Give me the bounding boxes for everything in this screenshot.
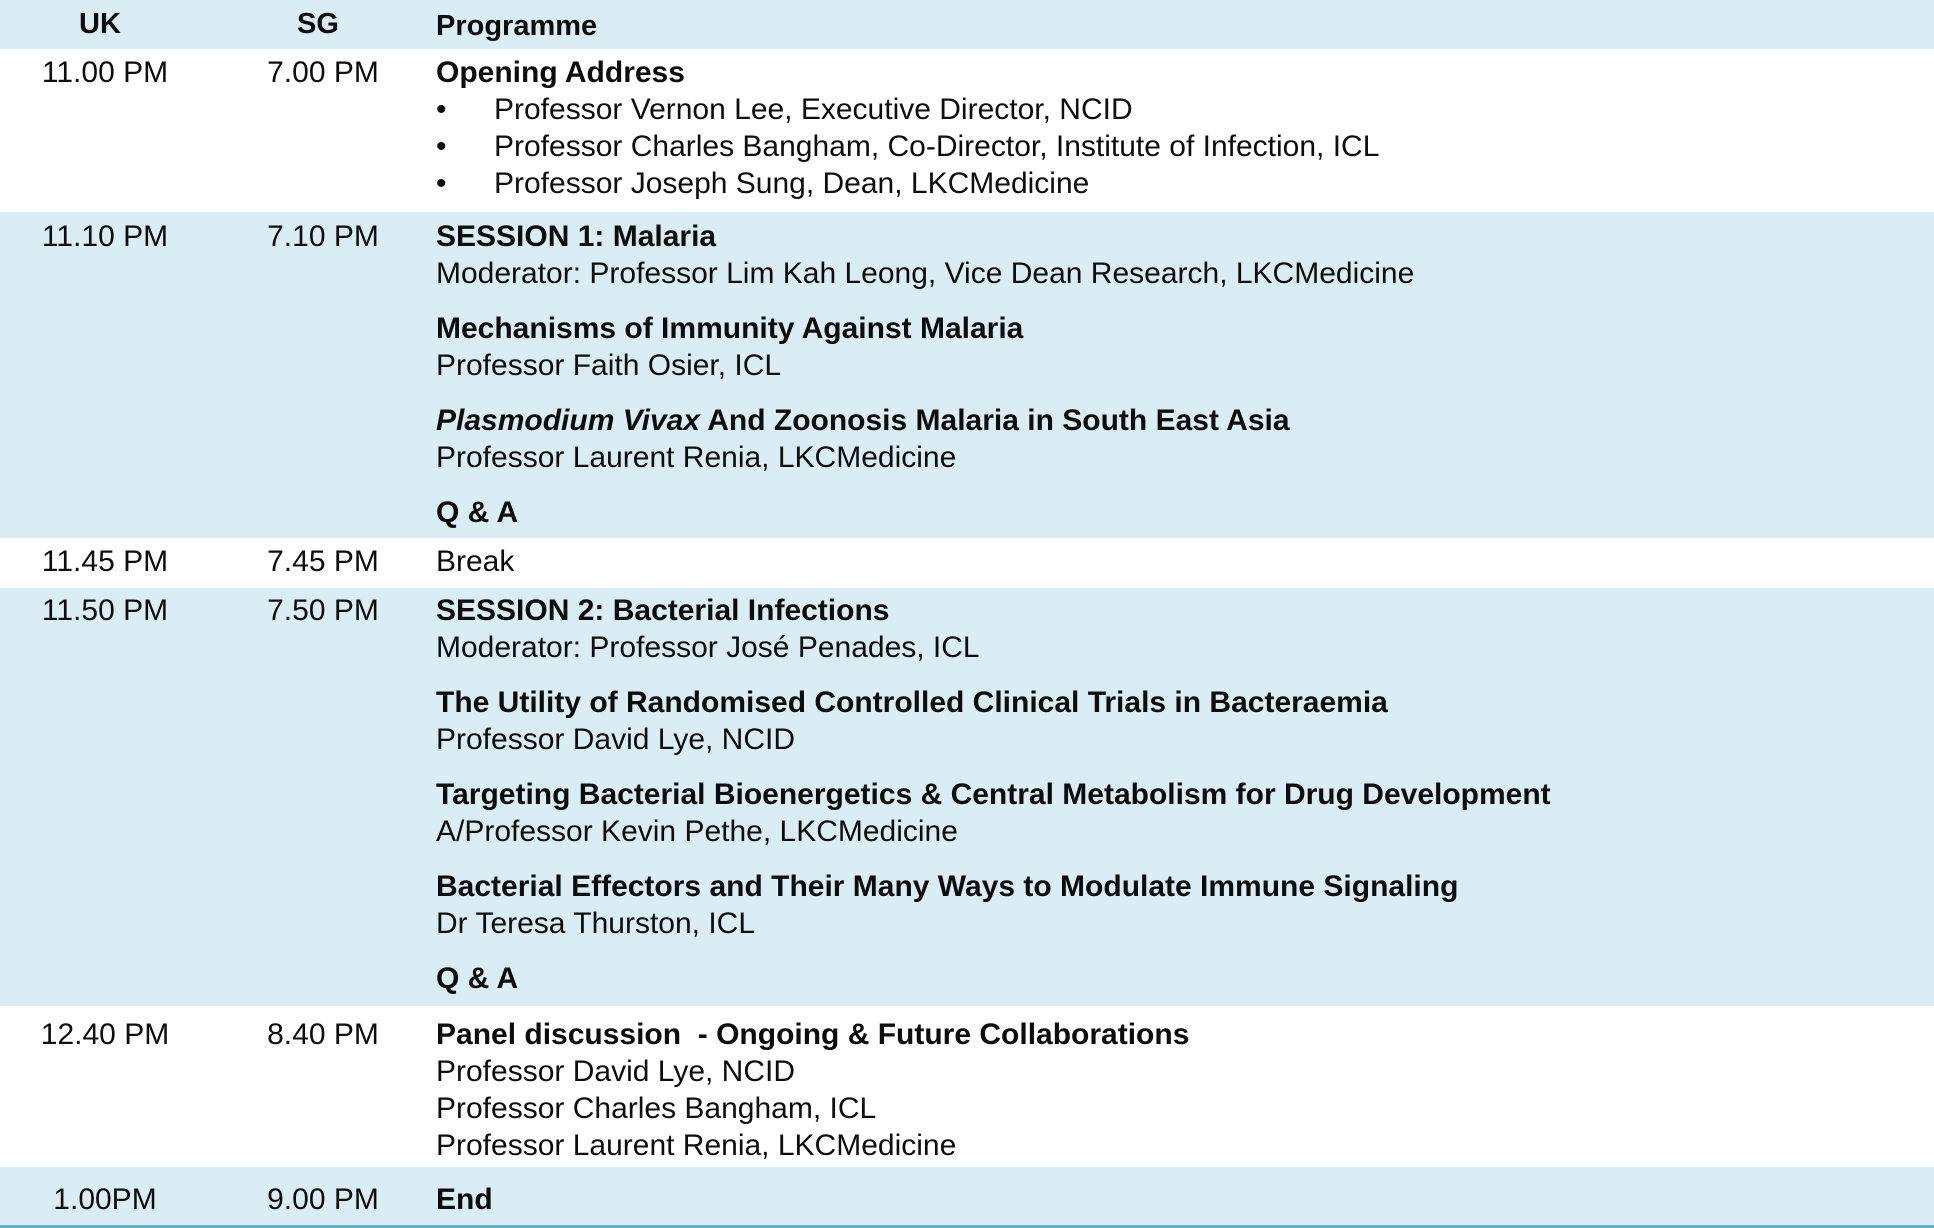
- time-uk: 1.00PM: [53, 1183, 157, 1216]
- moderator: Moderator: Professor Lim Kah Leong, Vice Dean Research, LKCMedicine: [436, 257, 1415, 290]
- qa-label: Q & A: [436, 962, 519, 995]
- time-uk: 11.10 PM: [41, 220, 169, 253]
- table-row: [0, 212, 1934, 538]
- time-sg: 8.40 PM: [267, 1018, 379, 1051]
- session-title: SESSION 2: Bacterial Infections: [436, 594, 890, 627]
- table-row: [0, 538, 1934, 588]
- talk-speaker: Professor Laurent Renia, LKCMedicine: [436, 441, 957, 474]
- talk: [436, 684, 1934, 758]
- bullet-icon: •: [436, 93, 447, 126]
- talk-speaker: Professor David Lye, NCID: [436, 723, 796, 756]
- header-uk: UK: [79, 8, 121, 40]
- programme-cell: [436, 592, 1934, 1006]
- talk: [436, 310, 1934, 384]
- talk-title: Bacterial Effectors and Their Many Ways to Modulate Immune Signaling: [436, 870, 1459, 903]
- talk-title-rest: And Zoonosis Malaria in South East Asia: [700, 404, 1290, 437]
- time-sg: 7.50 PM: [267, 594, 379, 627]
- talk: [436, 868, 1934, 942]
- session-title: Opening Address: [436, 56, 685, 89]
- talk: [436, 776, 1934, 850]
- qa-label: Q & A: [436, 496, 519, 529]
- table-row: [0, 49, 1934, 212]
- header-programme: Programme: [436, 10, 598, 42]
- programme-cell: [436, 54, 1934, 212]
- time-sg: 7.45 PM: [267, 545, 379, 578]
- bullet-icon: •: [436, 167, 447, 200]
- talk-title: The Utility of Randomised Controlled Clinical Trials in Bacteraemia: [436, 686, 1388, 719]
- programme-cell: [436, 1016, 1934, 1167]
- talk-title: Targeting Bacterial Bioenergetics & Central Metabolism for Drug Development: [436, 778, 1551, 811]
- speaker-name: Professor Vernon Lee, Executive Director, NCID: [494, 93, 1133, 126]
- panelist: Professor Laurent Renia, LKCMedicine: [436, 1129, 957, 1162]
- session-heading: [436, 218, 1934, 292]
- time-uk: 11.45 PM: [41, 545, 169, 578]
- time-sg: 9.00 PM: [267, 1183, 379, 1216]
- time-sg: 7.00 PM: [267, 56, 379, 89]
- session-heading: [436, 592, 1934, 666]
- time-sg: 7.10 PM: [267, 220, 379, 253]
- talk-speaker: A/Professor Kevin Pethe, LKCMedicine: [436, 815, 958, 848]
- panelist: Professor David Lye, NCID: [436, 1055, 796, 1088]
- session-title: SESSION 1: Malaria: [436, 220, 717, 253]
- talk: [436, 402, 1934, 476]
- header-sg: SG: [297, 8, 339, 40]
- bullet-icon: •: [436, 130, 447, 163]
- break-label: Break: [436, 545, 515, 578]
- session-title: Panel discussion - Ongoing & Future Collaborations: [436, 1018, 1190, 1051]
- time-uk: 11.00 PM: [41, 56, 169, 89]
- time-uk: 12.40 PM: [40, 1018, 170, 1051]
- talk-speaker: Professor Faith Osier, ICL: [436, 349, 782, 382]
- list-item: [436, 91, 1934, 128]
- speaker-name: Professor Charles Bangham, Co-Director, Institute of Infection, ICL: [494, 130, 1380, 163]
- moderator: Moderator: Professor José Penades, ICL: [436, 631, 980, 664]
- end-label: End: [436, 1183, 493, 1216]
- talk-title: Mechanisms of Immunity Against Malaria: [436, 312, 1024, 345]
- list-item: [436, 128, 1934, 165]
- talk-title-italic: Plasmodium Vivax: [436, 404, 700, 437]
- table-row: [0, 588, 1934, 1006]
- talk-title: [436, 402, 1934, 439]
- talk-speaker: Dr Teresa Thurston, ICL: [436, 907, 756, 940]
- panelist: Professor Charles Bangham, ICL: [436, 1092, 877, 1125]
- time-uk: 11.50 PM: [41, 594, 169, 627]
- list-item: [436, 165, 1934, 202]
- speaker-name: Professor Joseph Sung, Dean, LKCMedicine: [494, 167, 1090, 200]
- table-row: [0, 1167, 1934, 1225]
- table-header: [0, 0, 1934, 49]
- table-row: [0, 1006, 1934, 1167]
- programme-cell: [436, 218, 1934, 538]
